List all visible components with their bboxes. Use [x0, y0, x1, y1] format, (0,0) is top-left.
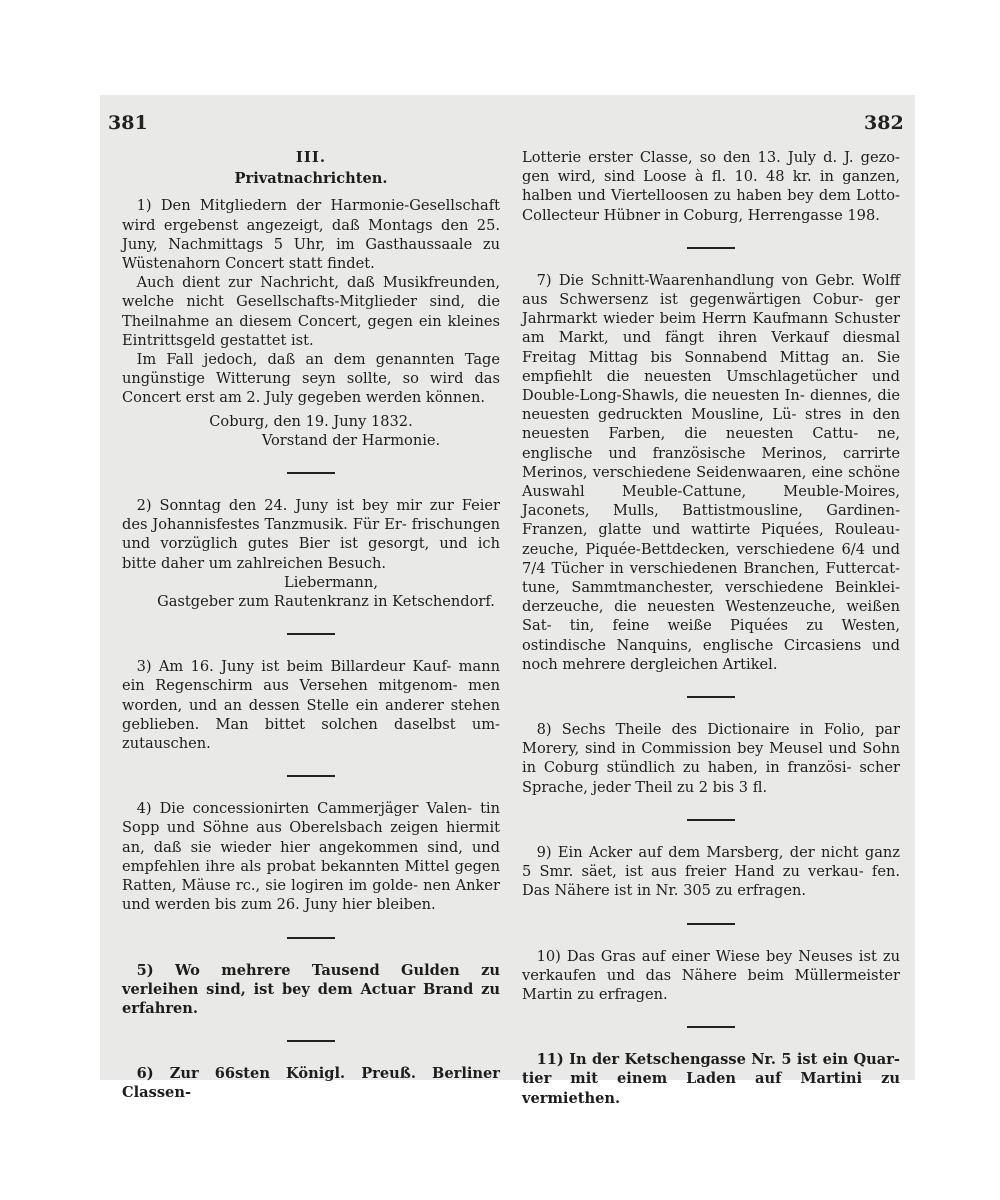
line: nen Anker und werden bis zum 26. Juny hier	[122, 877, 501, 914]
line: 11) In der Ketschengasse Nr. 5 ist ein Quar-	[536, 1051, 900, 1069]
line: Juny, Nachmittags 5 Uhr, im Gasthaussaale zu	[122, 235, 500, 253]
notice-6-continued	[522, 148, 900, 225]
line: Concert erst am 2. July gegeben werden können.	[122, 389, 485, 407]
notice-1-text	[122, 196, 500, 273]
separator-rule	[687, 696, 735, 698]
line: stres in den neuesten Farben, die neuesten Cattu-	[522, 406, 900, 443]
line: ungünstige Witterung seyn sollte, so wird das	[122, 370, 500, 388]
line: Sohn in Coburg stündlich zu haben, in französi-	[522, 740, 900, 777]
line: 6) Zur 66sten Königl. Preuß. Berliner Classen-	[122, 1065, 500, 1102]
line: Eintrittsgeld gestattet ist.	[122, 331, 314, 349]
line: ganz 5 Smr. säet, ist aus freier Hand zu verkau-	[522, 843, 900, 881]
line: welche nicht Gesellschafts-Mitglieder sind, die	[122, 293, 500, 311]
notice-1-dateline: Coburg, den 19. Juny 1832.	[209, 412, 413, 430]
line: diesmal Freitag Mittag bis Sonnabend Mittag	[522, 329, 900, 366]
notice-2-signature-name: Liebermann,	[284, 573, 378, 591]
right-column	[522, 148, 900, 1108]
line: 8) Sechs Theile des Dictionaire in Folio,	[536, 721, 875, 739]
line: Merinos, verschiedene Seidenwaaren, eine schöne	[522, 463, 900, 481]
notice-10	[522, 947, 900, 1005]
line: sind, ist bey dem Actuar Brand zu erfahren.	[122, 980, 500, 1017]
line: Collecteur Hübner in Coburg, Herrengasse 198.	[522, 206, 880, 224]
section-number: III.	[295, 148, 327, 166]
line: dergleichen Artikel.	[630, 655, 778, 673]
line: frischungen und vorzüglich gutes Bier ist gesorgt,	[122, 516, 500, 553]
line: 4) Die concessionirten Cammerjäger Valen-	[136, 800, 481, 818]
separator-rule	[687, 923, 735, 925]
line: gen wird, sind Loose à fl. 10. 48 kr. in ganzen,	[522, 168, 900, 186]
separator-rule	[687, 247, 735, 249]
line: Im Fall jedoch, daß an dem genannten Tage	[136, 351, 500, 369]
notice-6-start	[122, 1064, 500, 1102]
notice-2	[122, 496, 500, 611]
line: 7) Die Schnitt-Waarenhandlung von Gebr.	[536, 271, 863, 289]
line: mann ein Regenschirm aus Versehen mitgenom-	[122, 658, 500, 695]
line: gegen Ratten, Mäuse rc., sie logiren im golde-	[122, 857, 500, 895]
notice-2-signature-title: Gastgeber zum Rautenkranz in Ketschendorf.	[157, 593, 495, 611]
separator-rule	[287, 633, 335, 635]
notice-1-signature: Vorstand der Harmonie.	[261, 431, 441, 449]
line: tin, feine weiße Piquées zu Westen, ostindische	[522, 617, 900, 654]
page-number-left: 381	[108, 112, 148, 134]
line: an. Sie empfiehlt die neuesten Umschlagetücher	[522, 348, 900, 385]
line: hiermit an, daß sie wieder hier angekommen sind,	[122, 819, 500, 856]
line: Martin zu erfragen.	[522, 985, 668, 1003]
line: diennes, die neuesten gedruckten Mousline, Lü-	[522, 387, 900, 424]
separator-rule	[287, 775, 335, 777]
notice-1-para3	[122, 350, 500, 408]
line: tier mit einem Laden auf Martini zu vermiethen.	[522, 1070, 900, 1107]
line: tin Sopp und Söhne aus Oberelsbach zeigen	[122, 800, 500, 837]
line: ger Jahrmarkt wieder beim Herrn Kaufmann	[522, 291, 900, 328]
separator-rule	[687, 1026, 735, 1028]
line: 7/4 Tücher in verschiedenen Branchen, Futtercat-	[522, 559, 900, 577]
line: Auswahl Meuble-Cattune, Meuble-Moires,	[522, 483, 900, 501]
line: Schuster am Markt, und fängt ihren Verkauf	[522, 310, 900, 347]
line: zeuche, Piquée-Bettdecken, verschiedene 6/4 und	[522, 540, 900, 558]
line: stehen geblieben. Man bittet solchen daselbst um-	[122, 696, 500, 733]
notice-9	[522, 843, 900, 901]
notice-2-text	[122, 496, 500, 573]
line: halben und Viertelloosen zu haben bey dem Lotto-	[522, 187, 900, 205]
line: scher Sprache, jeder Theil zu 2 bis 3 fl.	[522, 759, 900, 796]
page-number-right: 382	[864, 112, 904, 134]
line: ne, englische und französische Merinos, carrirte	[522, 425, 900, 462]
separator-rule	[287, 1040, 335, 1042]
line: und Double-Long-Shawls, die neuesten In-	[522, 367, 900, 405]
notice-1	[122, 196, 500, 450]
line: 2) Sonntag den 24. Juny ist bey mir zur	[136, 497, 462, 515]
notice-11	[522, 1050, 900, 1108]
line: derzeuche, die neuesten Westenzeuche, weißen Sat-	[522, 598, 900, 635]
notice-7	[522, 271, 900, 674]
line: 9) Ein Acker auf dem Marsberg, der nicht	[536, 843, 865, 861]
line: tune, Sammtmanchester, verschiedene Beinklei-	[522, 579, 900, 597]
line: 1) Den Mitgliedern der Harmonie-Gesellschaft	[136, 197, 500, 215]
notice-1-para2	[122, 273, 500, 350]
separator-rule	[287, 937, 335, 939]
line: Nanquins, englische Circasiens und noch mehrere	[522, 636, 901, 673]
notice-5	[122, 961, 500, 1019]
line: und empfehlen ihre als probat bekannten Mittel	[122, 838, 500, 875]
line: Wüstenahorn Concert statt findet.	[122, 255, 375, 273]
line: wird ergebenst angezeigt, daß Montags den 25.	[122, 216, 500, 234]
line: Lotterie erster Classe, so den 13. July d. J. gezo-	[522, 149, 900, 166]
separator-rule	[287, 472, 335, 474]
line: Theilnahme an diesem Concert, gegen ein kleines	[122, 312, 500, 330]
line: Wolff aus Schwersenz ist gegenwärtigen Cobur-	[522, 271, 900, 309]
line: bleiben.	[376, 896, 436, 914]
line: Feier des Johannisfestes Tanzmusik. Für Er-	[122, 497, 500, 534]
line: men worden, und an dessen Stelle ein anderer	[122, 677, 500, 714]
left-column	[122, 148, 500, 1103]
line: Auch dient zur Nachricht, daß Musikfreunden,	[136, 274, 500, 292]
line: zutauschen.	[122, 735, 211, 753]
line: und ich bitte daher um zahlreichen Besuch.	[122, 535, 500, 572]
line: 5) Wo mehrere Tausend Gulden zu verleihen	[122, 961, 500, 998]
line: Jaconets, Mulls, Battistmousline, Gardinen-	[522, 502, 900, 520]
line: zu verkaufen und das Nähere beim Müllermeister	[522, 947, 900, 984]
separator-rule	[687, 819, 735, 821]
section-title: Privatnachrichten.	[234, 170, 388, 188]
notice-3	[122, 657, 500, 753]
notice-4	[122, 799, 500, 914]
line: par Morery, sind in Commission bey Meusel und	[522, 721, 900, 758]
line: Franzen, glatte und wattirte Piquées, Rouleau-	[522, 521, 900, 539]
line: 3) Am 16. Juny ist beim Billardeur Kauf-	[136, 658, 459, 676]
notice-8	[522, 720, 900, 797]
line: fen. Das Nähere ist in Nr. 305 zu erfragen.	[522, 863, 900, 900]
line: 10) Das Gras auf einer Wiese bey Neuses ist	[536, 947, 883, 965]
